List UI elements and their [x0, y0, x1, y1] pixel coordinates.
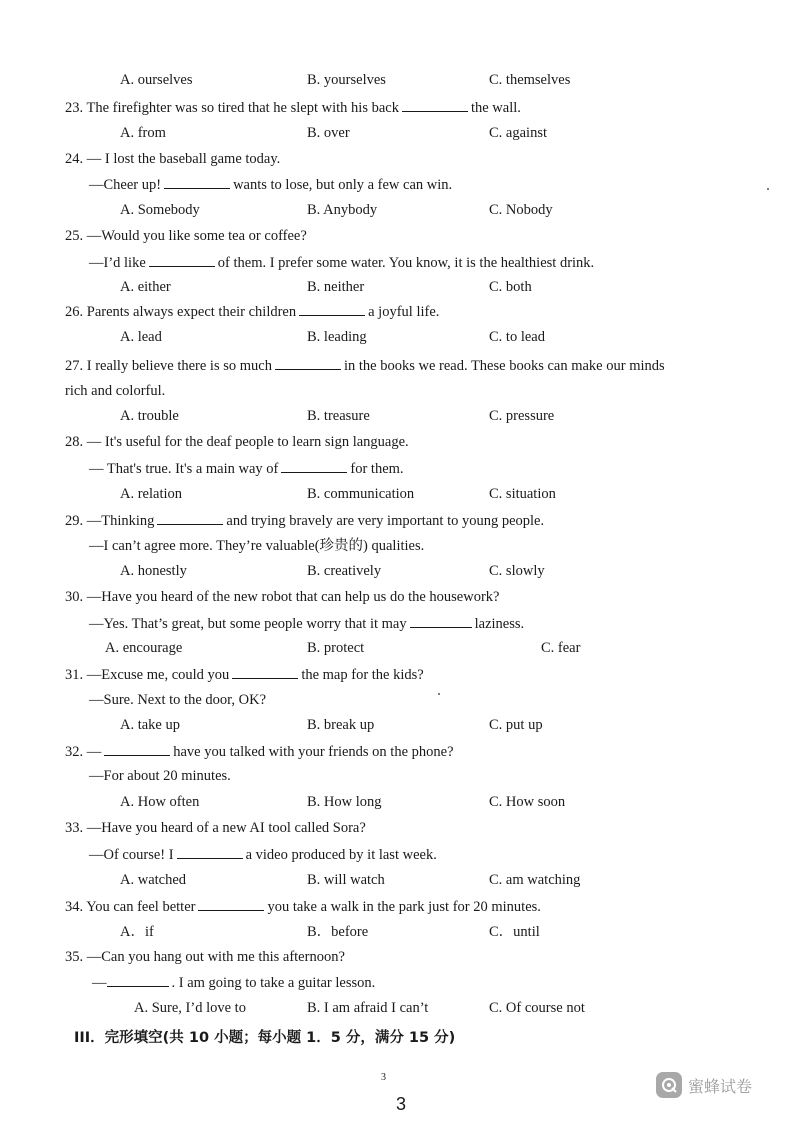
q31-stem [65, 665, 424, 684]
q27-option-a: A. trouble [120, 408, 179, 424]
q24-line1: 24. — I lost the baseball game today. [65, 151, 281, 167]
q22-option-b: B. yourselves [307, 72, 386, 88]
page-number-small: 3 [381, 1072, 386, 1083]
q27-line2: rich and colorful. [65, 383, 166, 399]
q29-line2: —I can’t agree more. They’re valuable(珍贵的) qualities. [89, 538, 425, 554]
q25-line2 [89, 253, 594, 272]
q30-line2-pre: —Yes. That’s great, but some people worry that it may [89, 616, 407, 632]
q25-option-c: C. both [489, 279, 532, 295]
q33-line2-pre: —Of course! I [89, 847, 174, 863]
q25-blank [149, 253, 215, 267]
q34-option-c: C．until [489, 924, 540, 940]
q22-option-a: A. ourselves [120, 72, 193, 88]
q23-blank [402, 98, 468, 112]
page-number: 3 [396, 1094, 407, 1114]
q27-blank [275, 356, 341, 370]
q32-option-b: B. How long [307, 794, 382, 810]
q34-option-a: A．if [120, 924, 154, 940]
q24-line2-pre: —Cheer up! [89, 177, 162, 193]
q30-blank [410, 614, 472, 628]
q27-stem-post: in the books we read. These books can make our minds [343, 358, 665, 374]
q33-line2 [89, 845, 437, 864]
q34-stem [65, 897, 541, 916]
q34-blank [198, 897, 264, 911]
q31-line2: —Sure. Next to the door, OK? [89, 692, 267, 708]
q27-option-c: C. pressure [489, 408, 555, 424]
q33-line1: 33. —Have you heard of a new AI tool called Sora? [65, 820, 366, 836]
q26-option-c: C. to lead [489, 329, 545, 345]
q31-option-b: B. break up [307, 717, 375, 733]
q25-option-b: B. neither [307, 279, 365, 295]
q29-stem-pre: 29. —Thinking [65, 513, 155, 529]
q23-option-c: C. against [489, 125, 547, 141]
scan-speck [767, 188, 769, 190]
section-iii-heading: III．完形填空(共 10 小题；每小题 1．5 分，满分 15 分) [74, 1030, 456, 1046]
q22-option-c: C. themselves [489, 72, 571, 88]
q33-line2-post: a video produced by it last week. [245, 847, 437, 863]
q35-option-a: A. Sure, I’d love to [134, 1000, 246, 1016]
q24-line2-post: wants to lose, but only a few can win. [233, 177, 453, 193]
q32-stem-post: have you talked with your friends on the phone? [173, 744, 454, 760]
q33-option-c: C. am watching [489, 872, 581, 888]
bee-logo-icon [656, 1072, 682, 1098]
q30-option-a: A. encourage [105, 640, 183, 656]
q28-line2-post: for them. [350, 461, 404, 477]
q32-option-c: C. How soon [489, 794, 566, 810]
q30-line2-post: laziness. [474, 616, 525, 632]
q24-line2 [89, 175, 452, 194]
q33-option-b: B. will watch [307, 872, 385, 888]
q25-option-a: A. either [120, 279, 171, 295]
q27-stem [65, 356, 665, 375]
q28-option-a: A. relation [120, 486, 183, 502]
q35-option-c: C. Of course not [489, 1000, 585, 1016]
q27-option-b: B. treasure [307, 408, 370, 424]
q28-blank [281, 459, 347, 473]
q30-line1: 30. —Have you heard of the new robot that can help us do the housework? [65, 589, 500, 605]
q26-stem-post: a joyful life. [368, 304, 440, 320]
q31-stem-pre: 31. —Excuse me, could you [65, 667, 230, 683]
q30-option-c: C. fear [541, 640, 581, 656]
q34-option-b: B．before [307, 924, 369, 940]
q35-option-b: B. I am afraid I can’t [307, 1000, 429, 1016]
q35-line2 [92, 973, 375, 992]
q26-option-a: A. lead [120, 329, 162, 345]
q25-line2-pre: —I’d like [89, 255, 146, 271]
q28-line1: 28. — It's useful for the deaf people to learn sign language. [65, 434, 409, 450]
q31-option-c: C. put up [489, 717, 543, 733]
q23-stem-post: the wall. [470, 100, 521, 116]
q31-blank [232, 665, 298, 679]
q29-blank [157, 511, 223, 525]
q26-option-b: B. leading [307, 329, 367, 345]
q34-stem-pre: 34. You can feel better [65, 899, 196, 915]
q35-line2-pre: — [92, 975, 107, 991]
q34-stem-post: you take a walk in the park just for 20 minutes. [267, 899, 541, 915]
q30-line2 [89, 614, 524, 633]
q29-stem [65, 511, 544, 530]
q24-option-c: C. Nobody [489, 202, 553, 218]
q24-option-b: B. Anybody [307, 202, 378, 218]
q29-option-c: C. slowly [489, 563, 545, 579]
q29-option-b: B. creatively [307, 563, 382, 579]
q33-option-a: A. watched [120, 872, 187, 888]
q31-option-a: A. take up [120, 717, 180, 733]
q32-stem-pre: 32. — [65, 744, 102, 760]
q32-blank [104, 742, 170, 756]
q25-line2-post: of them. I prefer some water. You know, it is the healthiest drink. [217, 255, 595, 271]
q23-option-b: B. over [307, 125, 350, 141]
q27-stem-pre: 27. I really believe there is so much [65, 358, 272, 374]
q28-line2 [89, 459, 404, 478]
q23-option-a: A. from [120, 125, 166, 141]
watermark-text: 蜜蜂试卷 [688, 1076, 753, 1096]
q23-stem-pre: 23. The firefighter was so tired that he slept with his back [65, 100, 399, 116]
q33-blank [177, 845, 243, 859]
q24-option-a: A. Somebody [120, 202, 200, 218]
q25-line1: 25. —Would you like some tea or coffee? [65, 228, 307, 244]
q31-stem-post: the map for the kids? [301, 667, 424, 683]
q28-option-c: C. situation [489, 486, 556, 502]
q32-line2: —For about 20 minutes. [89, 768, 231, 784]
q24-blank [164, 175, 230, 189]
q30-option-b: B. protect [307, 640, 365, 656]
watermark [656, 1072, 752, 1098]
q35-line2-post: . I am going to take a guitar lesson. [171, 975, 376, 991]
q28-option-b: B. communication [307, 486, 415, 502]
q23-stem [65, 98, 521, 117]
q32-stem [65, 742, 454, 761]
scan-speck [438, 693, 440, 695]
q29-option-a: A. honestly [120, 563, 187, 579]
q32-option-a: A. How often [120, 794, 200, 810]
q26-stem-pre: 26. Parents always expect their children [65, 304, 297, 320]
q29-stem-post: and trying bravely are very important to young people. [226, 513, 545, 529]
q35-blank [107, 973, 169, 987]
q28-line2-pre: — That's true. It's a main way of [89, 461, 279, 477]
q26-blank [299, 302, 365, 316]
q26-stem [65, 302, 439, 321]
q35-line1: 35. —Can you hang out with me this afternoon? [65, 949, 345, 965]
